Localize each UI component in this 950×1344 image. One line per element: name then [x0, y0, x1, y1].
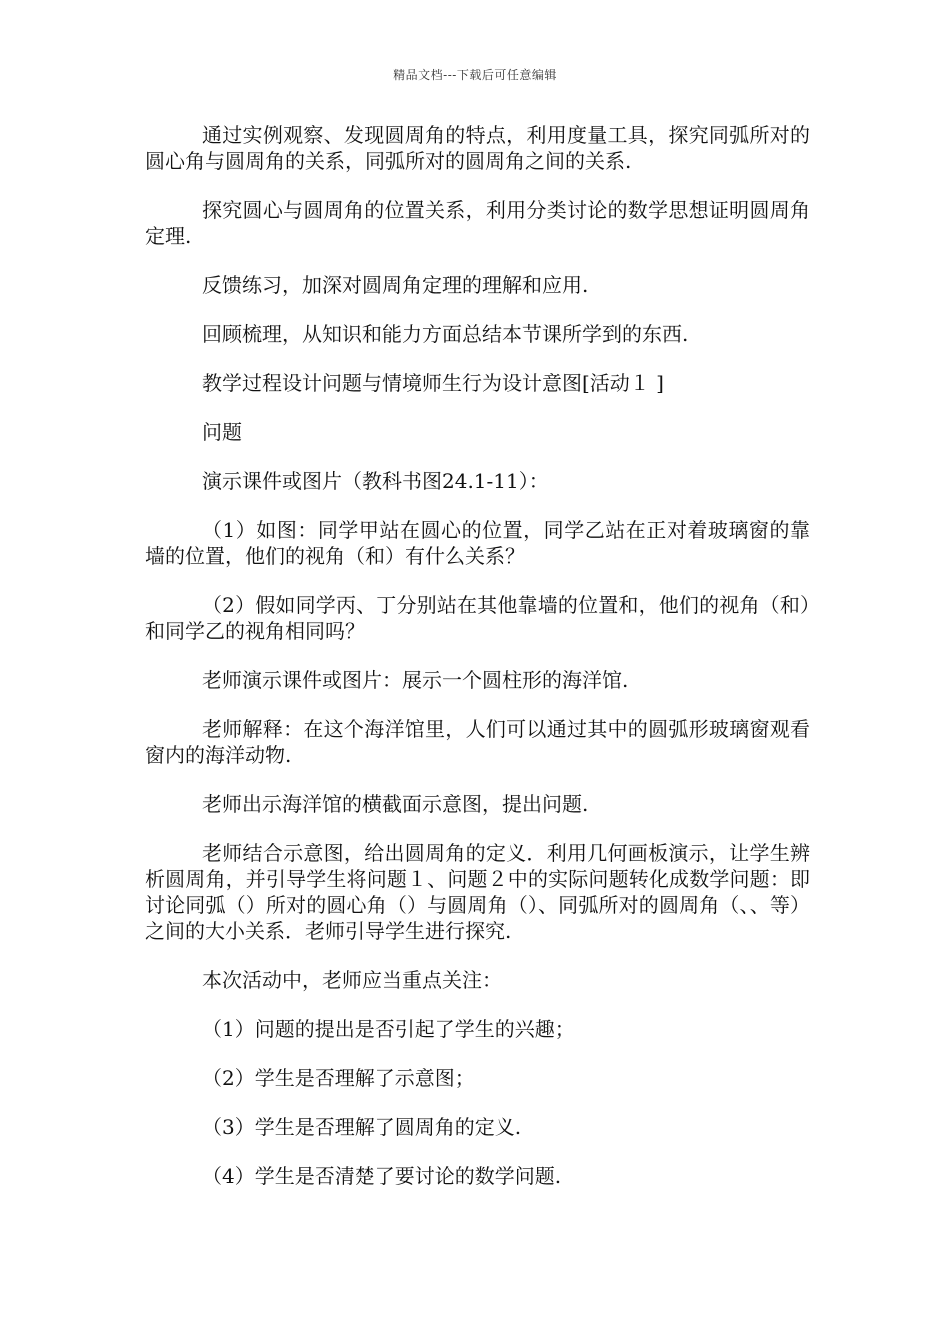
paragraph-12: 老师出示海洋馆的横截面示意图，提出问题. [202, 792, 589, 816]
paragraph-16: （2）学生是否理解了示意图； [202, 1066, 475, 1090]
paragraph-8: （1）如图：同学甲站在圆心的位置，同学乙站在正对着玻璃窗的靠墙的位置，他们的视角（和）有什么关系？ [145, 518, 810, 568]
paragraph-17: （3）学生是否理解了圆周角的定义. [202, 1115, 522, 1139]
paragraph-18: （4）学生是否清楚了要讨论的数学问题. [202, 1164, 562, 1188]
paragraph-3: 反馈练习，加深对圆周角定理的理解和应用. [202, 273, 589, 297]
paragraph-1: 通过实例观察、发现圆周角的特点，利用度量工具，探究同弧所对的圆心角与圆周角的关系，同弧所对的圆周角之间的关系. [145, 123, 810, 173]
paragraph-6: 问题 [202, 420, 242, 444]
paragraph-11: 老师解释：在这个海洋馆里，人们可以通过其中的圆弧形玻璃窗观看窗内的海洋动物. [145, 717, 810, 767]
paragraph-14: 本次活动中，老师应当重点关注： [202, 968, 502, 992]
paragraph-7: 演示课件或图片（教科书图24.1-11）： [202, 469, 549, 493]
paragraph-2: 探究圆心与圆周角的位置关系，利用分类讨论的数学思想证明圆周角定理. [145, 198, 810, 248]
paragraph-15: （1）问题的提出是否引起了学生的兴趣； [202, 1017, 575, 1041]
page-header: 精品文档---下载后可任意编辑 [393, 68, 557, 82]
paragraph-13: 老师结合示意图，给出圆周角的定义．利用几何画板演示，让学生辨析圆周角，并引导学生将问题１、问题２中的实际问题转化成数学问题：即讨论同弧（）所对的圆心角（）与圆周角（）、同弧所对的圆周角（、、等）之间的大小关系．老师引导学生进行探究. [145, 841, 810, 943]
paragraph-5: 教学过程设计问题与情境师生行为设计意图[活动１ ] [202, 371, 664, 395]
document-body [145, 122, 810, 1189]
paragraph-10: 老师演示课件或图片：展示一个圆柱形的海洋馆. [202, 668, 629, 692]
paragraph-4: 回顾梳理，从知识和能力方面总结本节课所学到的东西. [202, 322, 689, 346]
paragraph-9: （2）假如同学丙、丁分别站在其他靠墙的位置和，他们的视角（和）和同学乙的视角相同吗？ [145, 593, 810, 643]
